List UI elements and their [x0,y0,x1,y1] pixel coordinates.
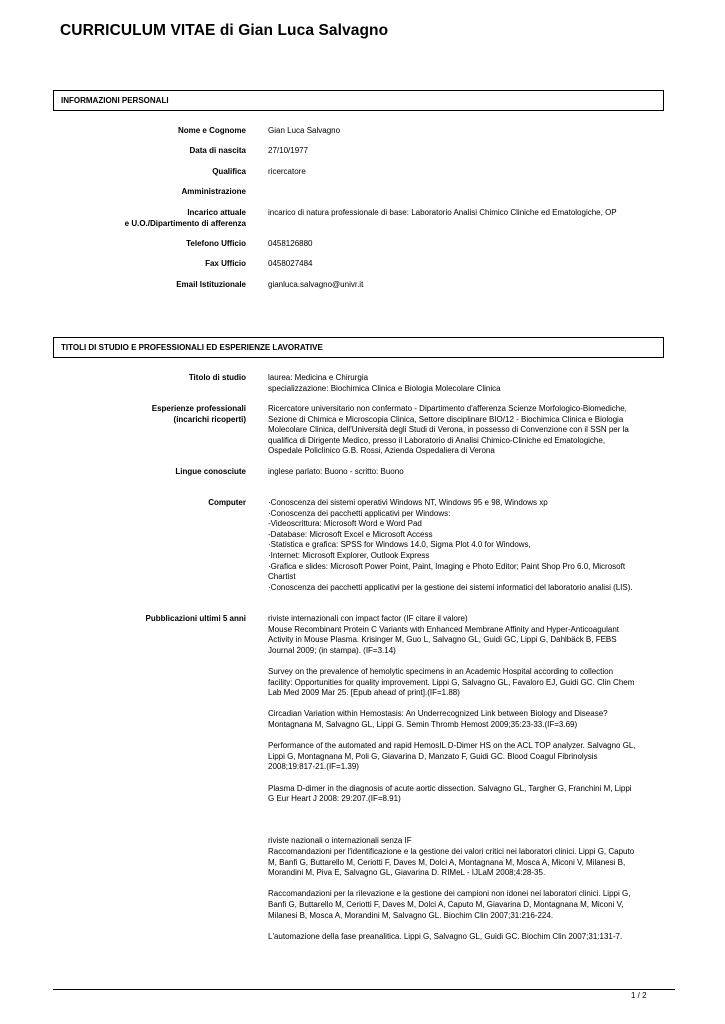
publication-entry [268,889,664,921]
text-line: Molecolare Clinica, dell'Università degli Studi di Verona, in possesso di Convenzione con il SSN per la [268,425,629,435]
spacer [268,826,664,837]
text-line: Raccomandazioni per l'identificazione e la gestione dei valori critici nei laboratori clinici. Lippi G, Caputo [268,847,635,857]
spacer [268,815,664,826]
field-label-line1: Incarico attuale [187,208,246,217]
text-line: Journal 2009; (in stampa). (IF=3.14) [268,645,396,655]
text-line: ·Grafica e slides: Microsoft Power Point, Paint, Imaging e Photo Editor; Paint Shop Pro 6.0, Microsoft [268,561,626,571]
publication-entry [268,932,664,943]
field-label: Computer [208,498,246,507]
publication-entry [268,709,664,730]
field-label [53,208,246,229]
field-label: Telefono Ufficio [186,239,246,248]
publication-entry [268,614,664,656]
text-line: L'automazione della fase preanalitica. Lippi G, Salvagno GL, Guidi GC. Biochim Clin 2007;31:131-7. [268,931,623,941]
field-label: Nome e Cognome [177,126,246,135]
publication-entry [268,784,664,805]
publication-entry [268,836,664,878]
field-value: 27/10/1977 [268,146,309,155]
text-line: riviste nazionali o internazionali senza IF [268,836,412,846]
field-value: gianluca.salvagno@univr.it [268,280,364,289]
text-line: Survey on the prevalence of hemolytic specimens in an Academic Hospital according to collection [268,666,614,676]
spacer [268,879,664,890]
text-line: Lippi G, Montagnana M, Poli G, Giavarina D, Manzato F, Guidi GC. Blood Coagul Fibrinolysis [268,751,598,761]
field-label: Qualifica [212,167,246,176]
text-line: -Database: Microsoft Excel e Microsoft Access [268,529,433,539]
field-label [53,404,246,425]
field-label: Pubblicazioni ultimi 5 anni [145,614,246,623]
field-label: Fax Ufficio [205,259,246,268]
field-value: ricercatore [268,167,306,176]
text-line: Plasma D-dimer in the diagnosis of acute aortic dissection. Salvagno GL, Targher G, Franchini M, Lippi [268,783,632,793]
field-value [268,404,664,457]
text-line: Mouse Recombinant Protein C Variants with Enhanced Membrane Affinity and Hyper-Anticoagulant [268,624,620,634]
text-line: Raccomandazioni per la rilevazione e la gestione dei campioni non idonei nei laboratori clinici. Lippi G, [268,889,631,899]
field-label-line2: (incarichi ricoperti) [173,414,246,424]
text-line: -Videoscrittura: Microsoft Word e Word Pad [268,519,422,529]
text-line: ·Statistica e grafica: SPSS for Windows 14.0, Sigma Plot 4.0 for Windows, [268,540,531,550]
text-line: Chartist [268,572,296,582]
text-line: facility: Opportunities for quality improvement. Lippi G, Salvagno GL, Favaloro EJ, Guidi GC. Clin Chem [268,677,635,687]
field-value [268,614,664,942]
page-number: 1 / 2 [631,991,647,1000]
field-value: 0458027484 [268,259,313,268]
text-line: laurea: Medicina e Chirurgia [268,373,369,382]
text-line: Lab Med 2009 Mar 25. [Epub ahead of print].(IF=1.88) [268,688,460,698]
text-line: riviste internazionali con impact factor (IF citare il valore) [268,614,468,623]
field-value: Gian Luca Salvagno [268,126,341,135]
field-label: Email Istituzionale [176,280,246,289]
spacer [268,699,664,710]
text-line: Ospedale Policlinico G.B. Rossi, Azienda Ospedaliera di Verona [268,446,495,456]
text-line: M, Banfi G, Buttarello M, Ceriotti F, Daves M, Dolci A, Montagnana M, Mosca A, Miconi V, Milanesi B, [268,857,626,867]
spacer [268,921,664,932]
field-label: Data di nascita [189,146,246,155]
spacer [268,731,664,742]
text-line: Ricercatore universitario non confermato - Dipartimento d'afferenza Scienze Morfologico-Biomediche, [268,404,627,413]
spacer [268,773,664,784]
text-line: Activity in Mouse Plasma. Krisinger M, Guo L, Salvagno GL, Guidi GC, Lippi G, Dahlbäck B, FEBS [268,635,617,645]
text-line: Montagnana M, Salvagno GL, Lippi G. Semin Thromb Hemost 2009;35:23-33.(IF=3.69) [268,719,578,729]
footer-divider [53,989,675,990]
text-line: Milanesi B, Mosca A, Morandini M, Salvagno GL. Biochim Clin 2007;31:216-224. [268,910,554,920]
text-line: qualifica di Dirigente Medico, presso il Laboratorio di Analisi Chimico-Cliniche ed Ematologiche, [268,435,606,445]
text-line: Circadian Variation within Hemostasis: An Underrecognized Link between Biology and Disease? [268,709,608,719]
text-line: ·Conoscenza dei pacchetti applicativi per la gestione dei sistemi informatici del laboratorio analisi (LIS). [268,582,633,592]
page-title: CURRICULUM VITAE di Gian Luca Salvagno [60,22,389,39]
text-line: 2008;19:817-21.(IF=1.39) [268,762,359,772]
field-label-line2: e U.O./Dipartimento di afferenza [124,218,246,228]
text-line: Banfi G, Buttarello M, Ceriotti F, Daves M, Dolci A, Caputo M, Giavarina D, Montagnana M, Miconi V, [268,900,624,910]
text-line: Morandini M, Piva E, Salvagno GL, Giavarina D. RIMeL - IJLaM 2008;4:28-35. [268,868,546,878]
spacer [268,656,664,667]
spacer [268,805,664,816]
field-label: Amministrazione [181,187,246,196]
text-line: specializzazione: Biochimica Clinica e Biologia Molecolare Clinica [268,383,501,393]
field-value [268,373,664,394]
text-line: G Eur Heart J 2008: 29:207.(IF=8.91) [268,794,401,804]
text-line: Sezione di Chimica e Microscopia Clinica, Settore disciplinare BIO/12 - Biochimica Clinica e Biologia [268,414,624,424]
text-line: ·Conoscenza dei sistemi operativi Windows NT, Windows 95 e 98, Windows xp [268,498,548,507]
publication-entry [268,741,664,773]
field-value: incarico di natura professionale di base: Laboratorio Analisi Chimico Cliniche ed Ematologiche, OP [268,208,617,217]
field-value [268,498,664,593]
section-header-titles: TITOLI DI STUDIO E PROFESSIONALI ED ESPERIENZE LAVORATIVE [53,337,664,358]
field-value [268,467,664,478]
field-label: Lingue conosciute [175,467,246,476]
field-value: 0458126880 [268,239,313,248]
section-header-personal: INFORMAZIONI PERSONALI [53,90,664,111]
text-line: ·Internet: Microsoft Explorer, Outlook Express [268,550,430,560]
text-line: inglese parlato: Buono - scritto: Buono [268,467,404,476]
text-line: Performance of the automated and rapid HemosIL D-Dimer HS on the ACL TOP analyzer. Salvagno GL, [268,741,636,751]
text-line: ·Conoscenza dei pacchetti applicativi per Windows: [268,508,451,518]
publication-entry [268,667,664,699]
field-label: Titolo di studio [188,373,246,382]
field-label-line1: Esperienze professionali [151,404,246,413]
